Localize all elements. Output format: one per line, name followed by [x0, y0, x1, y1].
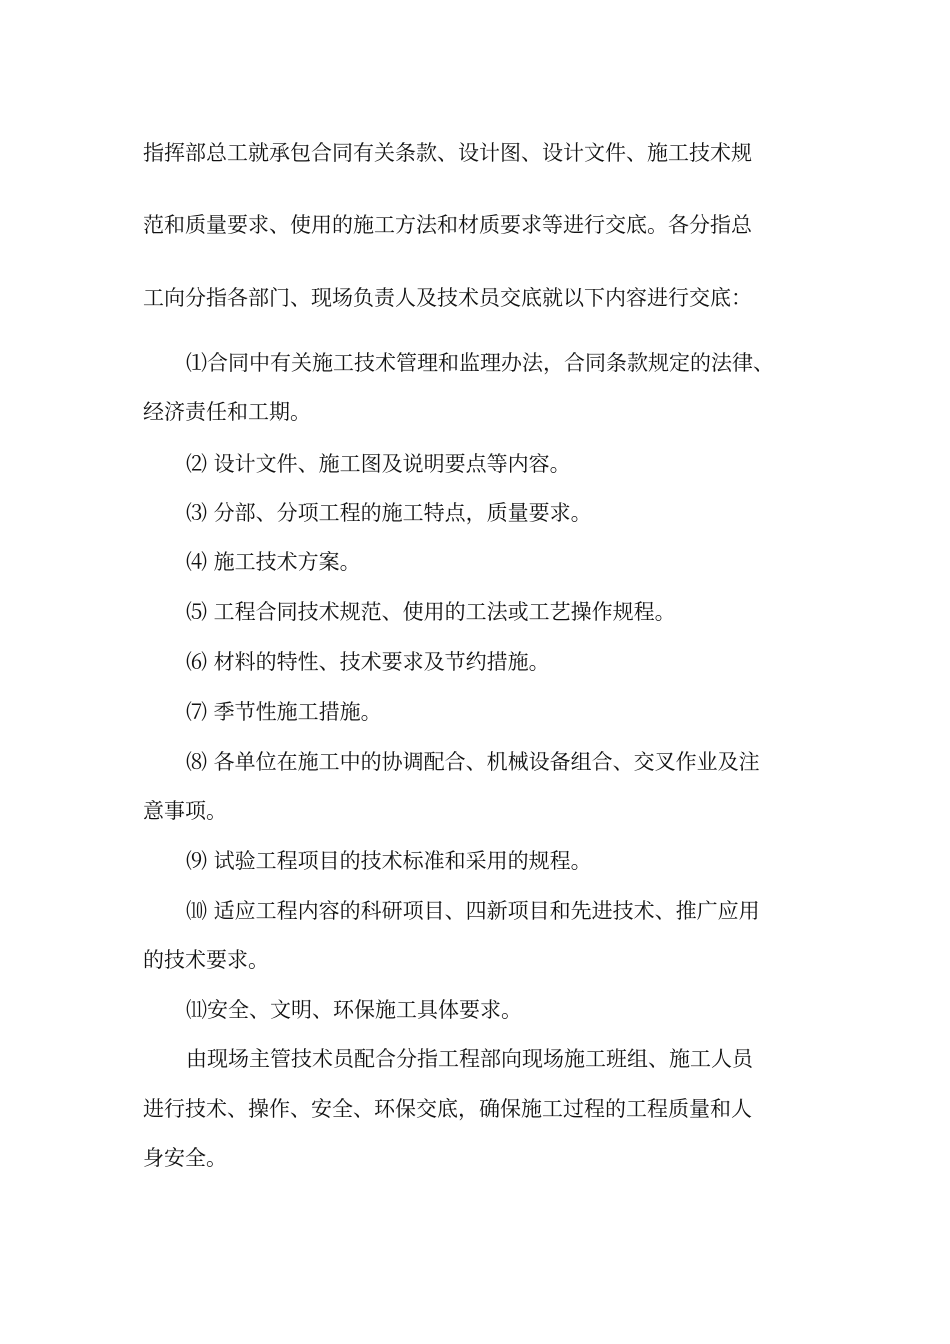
list-item-10-line-1: ⑽ 适应工程内容的科研项目、四新项目和先进技术、推广应用 [186, 899, 760, 923]
list-item-7: ⑺ 季节性施工措施。 [186, 700, 382, 724]
closing-line-1: 由现场主管技术员配合分指工程部向现场施工班组、施工人员 [186, 1047, 753, 1071]
intro-line-1: 指挥部总工就承包合同有关条款、设计图、设计文件、施工技术规 [143, 141, 752, 165]
list-item-6: ⑹ 材料的特性、技术要求及节约措施。 [186, 650, 550, 674]
list-item-8-line-2: 意事项。 [143, 799, 227, 823]
list-item-8-line-1: ⑻ 各单位在施工中的协调配合、机械设备组合、交叉作业及注 [186, 750, 760, 774]
list-item-11: ⑾安全、文明、环保施工具体要求。 [186, 998, 522, 1022]
list-item-9: ⑼ 试验工程项目的技术标准和采用的规程。 [186, 849, 592, 873]
list-item-10-line-2: 的技术要求。 [143, 948, 269, 972]
intro-line-2: 范和质量要求、使用的施工方法和材质要求等进行交底。各分指总 [143, 213, 752, 237]
closing-line-2: 进行技术、操作、安全、环保交底，确保施工过程的工程质量和人 [143, 1097, 752, 1121]
list-item-1-line-1: ⑴合同中有关施工技术管理和监理办法，合同条款规定的法律、 [186, 351, 774, 375]
list-item-4: ⑷ 施工技术方案。 [186, 550, 361, 574]
list-item-3: ⑶ 分部、分项工程的施工特点，质量要求。 [186, 501, 592, 525]
intro-line-3: 工向分指各部门、现场负责人及技术员交底就以下内容进行交底： [143, 286, 752, 310]
closing-line-3: 身安全。 [143, 1146, 227, 1170]
list-item-5: ⑸ 工程合同技术规范、使用的工法或工艺操作规程。 [186, 600, 676, 624]
list-item-1-line-2: 经济责任和工期。 [143, 400, 311, 424]
list-item-2: ⑵ 设计文件、施工图及说明要点等内容。 [186, 452, 571, 476]
